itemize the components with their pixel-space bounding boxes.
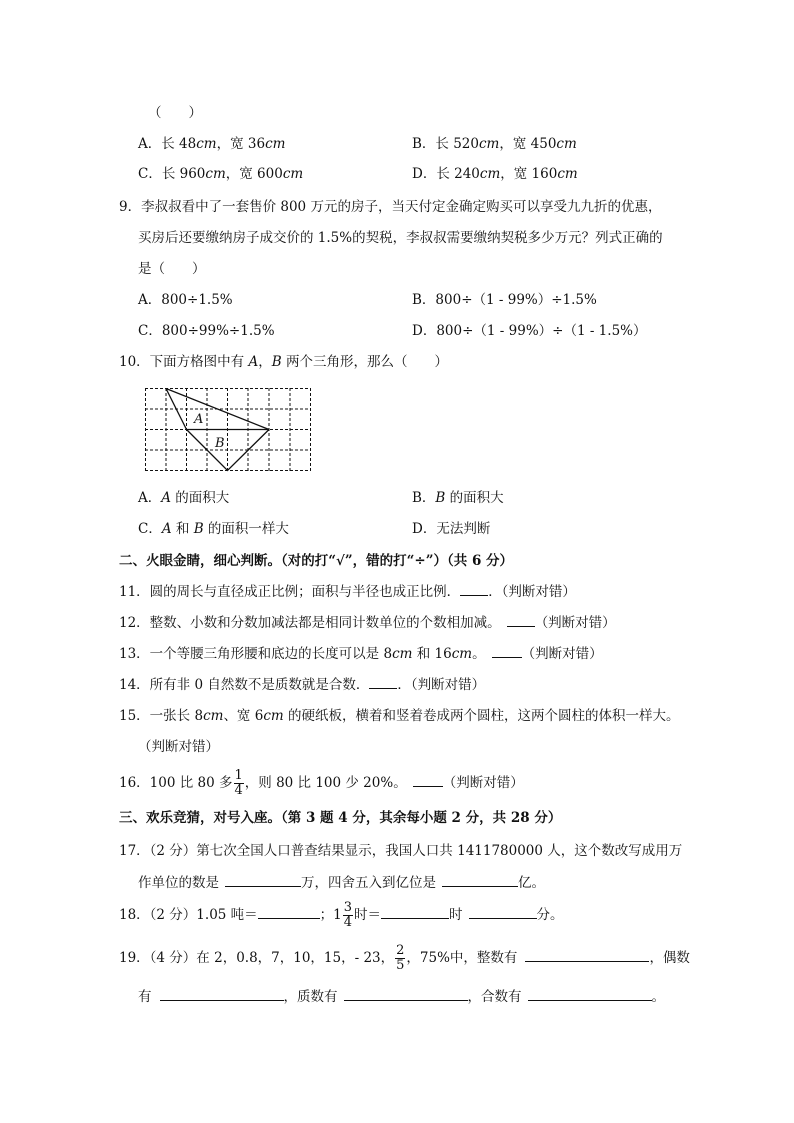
section3-title: 三、欢乐竞猜，对号入座。（第 3 题 4 分，其余每小题 2 分，共 28 分） bbox=[119, 810, 562, 826]
answer-blank[interactable] bbox=[469, 906, 537, 919]
q10-option-c[interactable]: C．A 和 B 的面积一样大 bbox=[138, 521, 289, 537]
q9-stem-line3: 是（ ） bbox=[138, 261, 206, 277]
q16: 16．100 比 80 多 $\frac{1}{4}$ ，则 80 比 100 少 20%。 （判断对错） bbox=[119, 768, 524, 798]
q10-option-d[interactable]: D．无法判断 bbox=[412, 521, 491, 537]
answer-blank[interactable] bbox=[442, 874, 518, 887]
q19-line1: 19．（4 分）在 2，0.8，7，10，15，- 23， $\frac{2}{5}$ ，75%中，整数有 ，偶数 bbox=[119, 943, 690, 973]
answer-blank[interactable] bbox=[225, 874, 301, 887]
q9-stem-line2: 买房后还要缴纳房子成交价的 1.5%的契税，李叔叔需要缴纳契税多少万元？列式正确的 bbox=[138, 230, 663, 246]
q15-line2: （判断对错） bbox=[138, 739, 219, 755]
answer-blank[interactable] bbox=[381, 906, 449, 919]
q12: 12．整数、小数和分数加减法都是相同计数单位的个数相加减。 （判断对错） bbox=[119, 615, 616, 631]
answer-blank[interactable] bbox=[344, 988, 468, 1001]
q9-option-b[interactable]: B．800÷（1 - 99%）÷1.5% bbox=[412, 292, 597, 308]
answer-blank[interactable] bbox=[258, 906, 320, 919]
q11: 11．圆的周长与直径成正比例；面积与半径也成正比例． ．（判断对错） bbox=[119, 584, 576, 600]
q10-grid-figure bbox=[145, 388, 313, 472]
q9-option-c[interactable]: C．800÷99%÷1.5% bbox=[138, 323, 275, 339]
triangle-a-label: A bbox=[194, 412, 204, 427]
q8-option-c[interactable]: C．长 960cm，宽 600cm bbox=[138, 166, 304, 182]
q17-line2: 作单位的数是 万，四舍五入到亿位是 亿。 bbox=[138, 875, 545, 891]
fraction-two-fifths: $\frac{2}{5}$ bbox=[396, 943, 405, 973]
answer-blank[interactable] bbox=[460, 583, 488, 596]
answer-blank[interactable] bbox=[492, 645, 522, 658]
answer-blank[interactable] bbox=[413, 774, 443, 787]
q14: 14．所有非 0 自然数不是质数就是合数． ．（判断对错） bbox=[119, 677, 486, 693]
section2-title: 二、火眼金睛，细心判断。（对的打“√”，错的打“÷”）（共 6 分） bbox=[119, 553, 514, 569]
q8-option-d[interactable]: D．长 240cm，宽 160cm bbox=[412, 166, 578, 182]
q8-paren: （ ） bbox=[148, 105, 202, 121]
q17-line1: 17．（2 分）第七次全国人口普查结果显示，我国人口共 1411780000 人，这个数改写成用万 bbox=[119, 843, 683, 859]
q8-option-a[interactable]: A．长 48cm，宽 36cm bbox=[138, 136, 286, 152]
q15-line1: 15．一张长 8cm、宽 6cm 的硬纸板，横着和竖着卷成两个圆柱，这两个圆柱的体积一样大。 bbox=[119, 708, 680, 724]
answer-blank[interactable] bbox=[507, 614, 535, 627]
q10-option-b[interactable]: B．B 的面积大 bbox=[412, 490, 504, 506]
q9-option-d[interactable]: D．800÷（1 - 99%）÷（1 - 1.5%） bbox=[412, 323, 647, 339]
q10-option-a[interactable]: A．A 的面积大 bbox=[138, 490, 230, 506]
answer-blank[interactable] bbox=[528, 988, 652, 1001]
q13: 13．一个等腰三角形腰和底边的长度可以是 8cm 和 16cm。 （判断对错） bbox=[119, 646, 603, 662]
q9-option-a[interactable]: A．800÷1.5% bbox=[138, 292, 233, 308]
q9-stem-line1: 9．李叔叔看中了一套售价 800 万元的房子，当天付定金确定购买可以享受九九折的优惠， bbox=[119, 199, 662, 215]
fraction-three-quarters: $\frac{3}{4}$ bbox=[343, 900, 353, 930]
q10-stem: 10．下面方格图中有 A，B 两个三角形，那么（ ） bbox=[119, 354, 448, 370]
answer-blank[interactable] bbox=[160, 988, 284, 1001]
fraction-one-quarter: $\frac{1}{4}$ bbox=[234, 768, 243, 798]
q8-option-b[interactable]: B．长 520cm，宽 450cm bbox=[412, 136, 577, 152]
q19-line2: 有 ，质数有 ，合数有 。 bbox=[138, 989, 665, 1005]
q18: 18．（2 分）1.05 吨＝ ；1 $\frac{3}{4}$ 时＝ 时 分。 bbox=[119, 900, 564, 930]
triangle-b-label: B bbox=[215, 436, 225, 451]
answer-blank[interactable] bbox=[525, 949, 649, 962]
answer-blank[interactable] bbox=[369, 676, 397, 689]
